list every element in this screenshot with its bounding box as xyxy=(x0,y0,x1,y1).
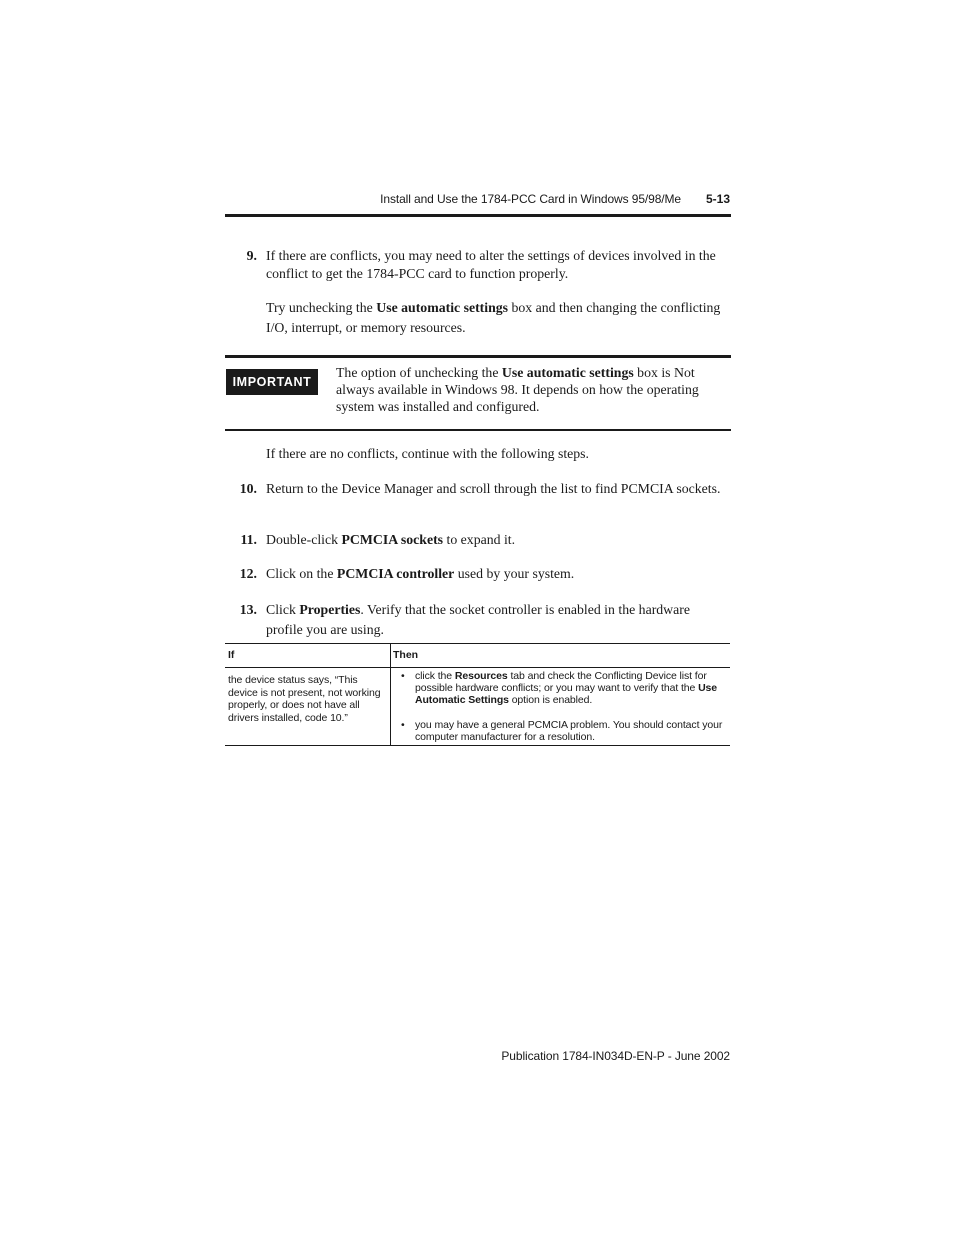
table-top-rule xyxy=(225,643,730,644)
list-item-text: option is enabled. xyxy=(508,694,593,706)
step-number: 11. xyxy=(240,532,257,547)
bullet-icon: • xyxy=(401,719,405,731)
list-item-bold: Resources xyxy=(454,670,508,682)
note-text: Try unchecking the xyxy=(266,300,377,315)
step-text-part: Double-click xyxy=(266,532,342,547)
table-header-if: If xyxy=(228,649,235,661)
list-item-text: click the xyxy=(415,670,455,682)
header-rule xyxy=(225,214,731,217)
step-text xyxy=(266,565,730,583)
list-item xyxy=(401,670,725,706)
important-text-part: box is Not always available in Windows 98. It depends on how the operating system was installed and configured. xyxy=(336,365,699,414)
step-text xyxy=(266,531,730,549)
important-bold-term: Use automatic settings xyxy=(501,365,634,380)
important-bottom-rule xyxy=(225,429,731,431)
step-bold-term: PCMCIA sockets xyxy=(341,532,444,547)
step-text: If there are conflicts, you may need to alter the settings of devices involved in the conflict to get the 1784-PCC card to function properly. xyxy=(266,248,716,281)
step-text-part: Click xyxy=(266,602,300,617)
step-number: 9. xyxy=(246,248,257,263)
publication-footer: Publication 1784-IN034D-EN-P - June 2002 xyxy=(501,1049,730,1063)
step-text-part: used by your system. xyxy=(454,566,575,581)
important-text-part: The option of unchecking the xyxy=(336,365,502,380)
list-item-bold: Use Automatic Settings xyxy=(415,682,718,706)
step-text-part: to expand it. xyxy=(443,532,516,547)
note-text: box and then changing the conflicting I/O, interrupt, or memory resources. xyxy=(266,300,721,335)
step-text-part: . Verify that the socket controller is enabled in the hardware profile you are using. xyxy=(266,602,690,637)
bullet-icon: • xyxy=(401,670,405,682)
table-cell-then xyxy=(401,670,725,743)
no-conflicts-text: If there are no conflicts, continue with the following steps. xyxy=(266,446,589,461)
step-text xyxy=(266,600,730,640)
table-column-divider xyxy=(390,643,391,746)
important-top-rule xyxy=(225,355,731,358)
step-number: 13. xyxy=(239,602,257,617)
table-bottom-rule xyxy=(225,745,730,746)
step-number: 12. xyxy=(239,566,257,581)
list-item xyxy=(401,719,725,743)
running-header xyxy=(225,192,730,210)
step-bold-term: PCMCIA controller xyxy=(336,566,455,581)
step-text-part: Click on the xyxy=(266,566,337,581)
note-bold-term: Use automatic settings xyxy=(376,300,509,315)
step-number: 10. xyxy=(239,481,257,496)
important-badge: IMPORTANT xyxy=(226,369,318,395)
table-header-then: Then xyxy=(393,649,419,661)
step-9-note xyxy=(266,298,730,338)
table-cell-if: the device status says, “This device is not present, not working properly, or does not have all drivers installed, code 10.” xyxy=(228,674,381,724)
page-number: 5-13 xyxy=(705,192,730,206)
header-title: Install and Use the 1784-PCC Card in Windows 95/98/Me xyxy=(380,192,681,206)
important-text xyxy=(336,364,726,415)
list-item-text: you may have a general PCMCIA problem. You should contact your computer manufacturer for a resolution. xyxy=(415,719,723,743)
step-text: Return to the Device Manager and scroll through the list to find PCMCIA sockets. xyxy=(266,481,721,496)
step-bold-term: Properties xyxy=(299,602,361,617)
list-item-text: tab and check the Conflicting Device list for possible hardware conflicts; or you may want to verify that the xyxy=(415,670,707,694)
table-header-rule xyxy=(225,667,730,668)
